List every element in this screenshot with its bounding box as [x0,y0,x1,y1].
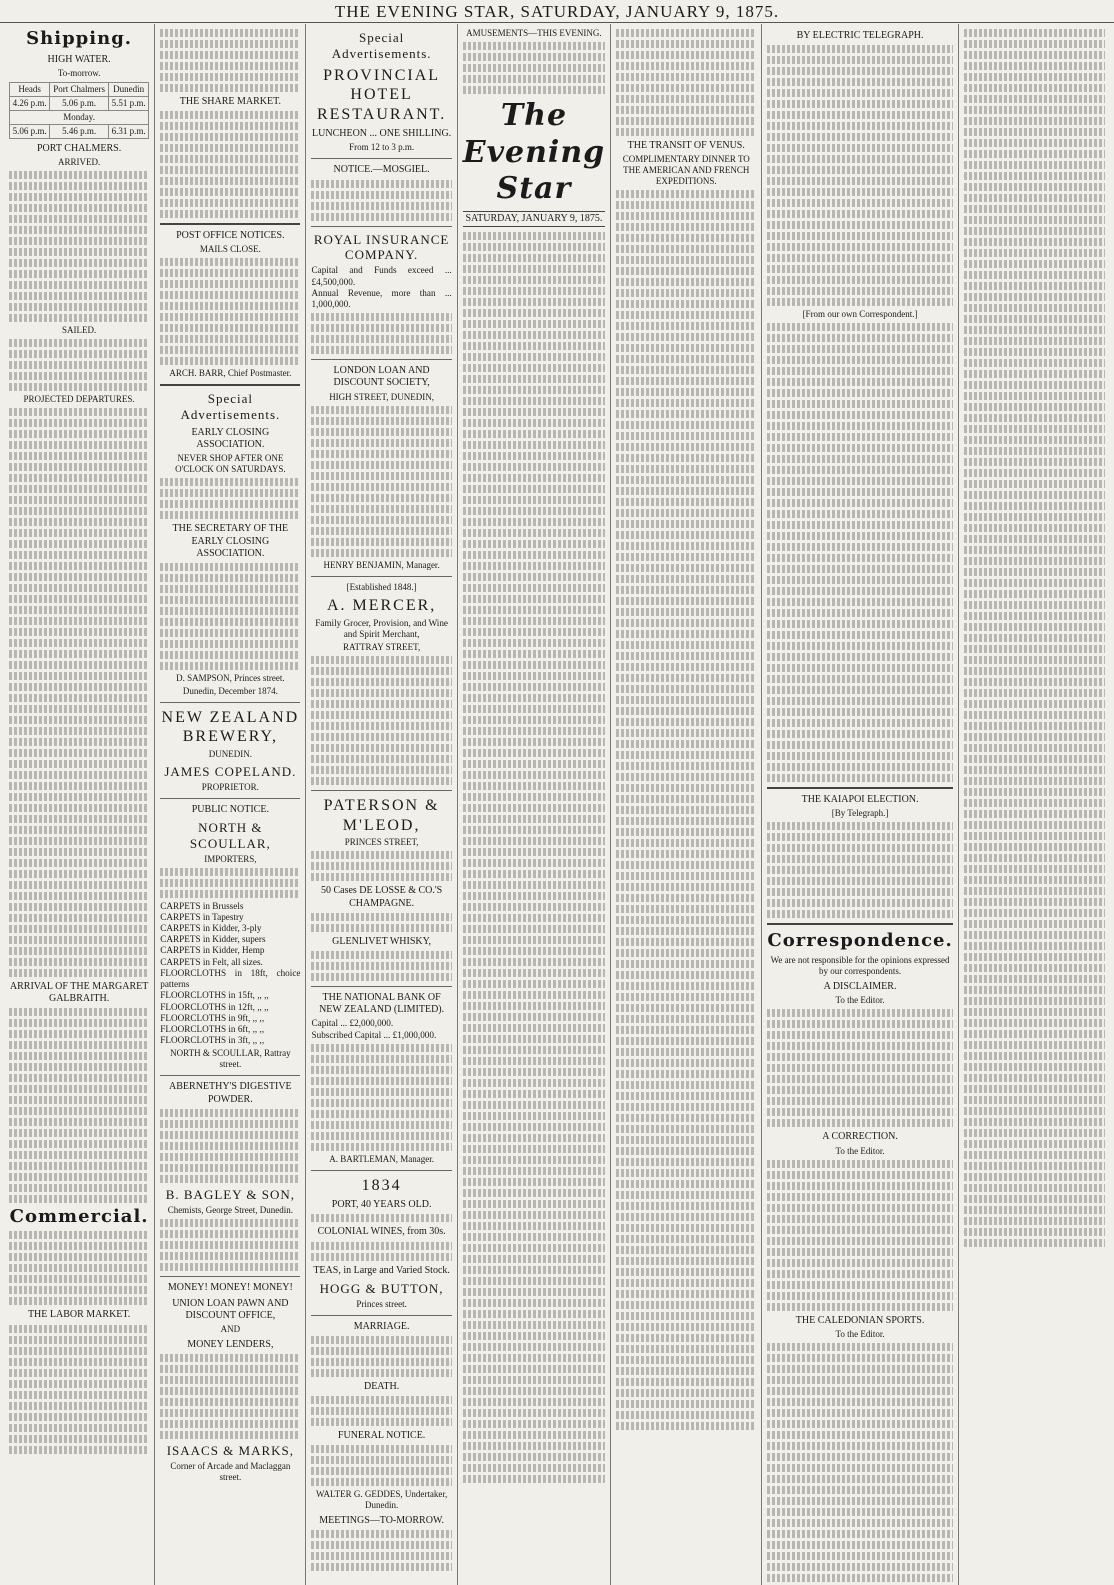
north-signature: NORTH & SCOULLAR, Rattray street. [170,1048,291,1070]
union-loan-heading: UNION LOAN PAWN AND DISCOUNT OFFICE, [172,1297,289,1321]
page-masthead [0,0,1114,23]
teas-line: TEAS, in Large and Varied Stock. [313,1264,450,1276]
brewery-ad-title: NEW ZEALAND BREWERY, [161,708,300,746]
paterson-name: PATERSON & M'LEOD, [323,797,440,834]
bagley-subtitle: Chemists, George Street, Dunedin. [167,1204,294,1215]
to-editor-label: To the Editor. [835,995,885,1006]
loan-text-block [311,406,451,557]
commercial-heading: Commercial. [9,1206,149,1228]
tide-cell: 5.46 p.m. [50,125,109,139]
port-wine-line: PORT, 40 YEARS OLD. [331,1199,432,1211]
provincial-hotel-title: PROVINCIAL HOTEL RESTAURANT. [316,66,447,123]
tide-cell: 5.06 p.m. [50,97,109,111]
electric-telegraph-heading: BY ELECTRIC TELEGRAPH. [796,30,924,41]
disclaimer-heading: A DISCLAIMER. [823,981,897,993]
tide-header: Port Chalmers [50,83,109,97]
post-office-heading: POST OFFICE NOTICES. [176,230,285,242]
tide-cell: 6.31 p.m. [108,125,148,139]
money-heading: MONEY! MONEY! MONEY! [167,1281,293,1293]
isaacs-subtitle: Corner of Arcade and Maclaggan street. [170,1461,291,1483]
complimentary-dinner-subheading: COMPLIMENTARY DINNER TO THE AMERICAN AND FRENCH EXPEDITIONS. [622,154,750,187]
departures-label: PROJECTED DEPARTURES. [23,394,135,405]
telegraph-text-block [767,45,952,306]
bagley-name: B. BAGLEY & SON, [165,1186,295,1202]
column-notices [155,24,306,1585]
funeral-heading: FUNERAL NOTICE. [337,1430,426,1442]
importers-label: IMPORTERS, [204,853,257,864]
luncheon-hours: From 12 to 3 p.m. [349,142,415,153]
meetings-text-block [311,1530,451,1571]
mercer-text-block [311,656,451,785]
brewery-place: DUNEDIN. [208,748,252,759]
kaiapoi-text-block [767,822,952,918]
whisky-line: GLENLIVET WHISKY, [332,935,432,947]
sailed-text-block [9,339,149,391]
correction-text-block [767,1160,952,1311]
luncheon-line: LUNCHEON ... ONE SHILLING. [312,128,452,140]
labor-continued-block [160,29,300,92]
tide-table [9,82,149,139]
departures-text-block [9,408,149,977]
royal-text-block [311,313,451,354]
london-loan-title: LONDON LOAN AND DISCOUNT SOCIETY, [333,365,430,389]
bagley-text-block [160,1219,300,1271]
post-text-block [160,258,300,365]
column-editorial [458,24,611,1585]
editorial-continued-block [616,29,756,136]
amusements-text-block [463,42,605,94]
sampson-signature: D. SAMPSON, Princes street. [176,672,285,683]
sailed-label: SAILED. [61,325,97,336]
and-label: AND [220,1324,241,1335]
tide-header: Dunedin [108,83,148,97]
tide-header: Heads [10,83,50,97]
monday-label: Monday. [10,111,149,125]
champagne-line: 50 Cases DE LOSSE & CO.'S CHAMPAGNE. [320,885,443,909]
carpets-list [160,901,300,968]
bank-subscribed: Subscribed Capital ... £1,000,000. [311,1029,437,1040]
by-telegraph-label: [By Telegraph.] [831,808,889,819]
transit-venus-heading: THE TRANSIT OF VENUS. [627,140,745,151]
bank-capital: Capital ... £2,000,000. [311,1018,394,1029]
princes-label: PRINCES STREET, [344,837,419,848]
labor-market-heading: THE LABOR MARKET. [27,1309,131,1321]
hogg-button-name: HOGG & BUTTON, [319,1280,444,1296]
never-shop-line: NEVER SHOP AFTER ONE O'CLOCK ON SATURDAYS. [175,453,286,475]
mosgiel-notice: NOTICE.—MOSGIEL. [333,164,430,176]
public-notice-heading: PUBLIC NOTICE. [191,803,269,815]
list-item: FLOORCLOTHS in 3ft, ,, ,, [160,1035,265,1046]
list-item: CARPETS in Tapestry [160,911,244,922]
arrival-margaret-heading: ARRIVAL OF THE MARGARET GALBRAITH. [9,981,149,1005]
tide-header-row [10,83,149,97]
caledonian-heading: THE CALEDONIAN SPORTS. [795,1314,925,1326]
mercer-name: A. MERCER, [326,597,437,615]
special-ads-heading: Special Advertisements. [331,30,432,61]
secretary-heading: THE SECRETARY OF THE EARLY CLOSING ASSOCIATION. [172,523,289,559]
north-scoullar-title: NORTH & SCOULLAR, [189,819,271,851]
mosgiel-text-block [311,180,451,221]
wine-text-block-2 [311,1242,451,1261]
rattray-label: RATTRAY STREET, [343,642,421,653]
tomorrow-label: To-morrow. [57,68,101,79]
tide-cell: 5.51 p.m. [108,97,148,111]
marriage-heading: MARRIAGE. [353,1320,410,1332]
list-item: FLOORCLOTHS in 6ft, ,, ,, [160,1023,265,1034]
wine-text-block [311,1214,451,1222]
shipping-heading: Shipping. [26,28,133,49]
to-editor-label-3: To the Editor. [835,1328,885,1339]
meetings-heading: MEETINGS—TO-MORROW. [319,1515,444,1527]
national-bank-title: THE NATIONAL BANK OF NEW ZEALAND (LIMITED). [319,991,445,1016]
arrivals-text-block [9,171,149,322]
caledonian-text-block [767,1343,952,1582]
geddes-signature: WALTER G. GEDDES, Undertaker, Dunedin. [315,1489,448,1511]
mercer-subtitle: Family Grocer, Provision, and Wine and Spirit Merchant, [315,618,449,640]
high-street-label: HIGH STREET, DUNEDIN, [329,391,435,402]
disclaimer-note: We are not responsible for the opinions expressed by our correspondents. [770,955,950,977]
mails-close-label: MAILS CLOSE. [199,244,261,255]
death-text-block [311,1396,451,1426]
funeral-text-block [311,1445,451,1486]
list-item: FLOORCLOTHS in 9ft, ,, ,, [160,1012,265,1023]
list-item: FLOORCLOTHS in 18ft, choice patterns [160,967,301,990]
postmaster-signature: ARCH. BARR, Chief Postmaster. [169,368,292,379]
list-item: CARPETS in Brussels [160,900,244,911]
correspondence-heading: Correspondence. [767,930,953,952]
list-item: FLOORCLOTHS in 15ft, ,, ,, [160,990,269,1001]
royal-insurance-title: ROYAL INSURANCE COMPANY. [313,231,450,263]
colonial-wines-line: COLONIAL WINES, from 30s. [317,1226,446,1238]
north-text-block [160,868,300,898]
column-telegraph-correspondence [762,24,958,1585]
disclaimer-text-block [767,1009,952,1127]
hogg-subtitle: Princes street. [356,1298,407,1309]
paterson-text-block [311,851,451,881]
list-item: CARPETS in Felt, all sizes. [160,956,263,967]
copeland-name: JAMES COPELAND. [164,763,297,779]
masthead-text: THE EVENING STAR, SATURDAY, JANUARY 9, 1875. [334,2,780,21]
established-label: [Established 1848.] [346,581,417,592]
to-editor-label-2: To the Editor. [835,1145,885,1156]
proprietor-label: PROPRIETOR. [201,781,259,792]
list-item: CARPETS in Kidder, Hemp [160,945,265,956]
dunedin-date: Dunedin, December 1874. [182,685,278,696]
isaacs-marks-name: ISAACS & MARKS, [166,1443,295,1459]
tide-row [10,125,149,139]
tide-cell: 4.26 p.m. [10,97,50,111]
year-label: 1834 [361,1176,402,1194]
list-item: FLOORCLOTHS in 12ft, ,, ,, [160,1001,269,1012]
column-transit-article [611,24,762,1585]
tide-row [10,97,149,111]
correction-heading: A CORRECTION. [822,1131,898,1143]
arrived-label: ARRIVED. [57,157,101,168]
special-ads-heading: Special Advertisements. [180,391,281,423]
column-advertisements [306,24,457,1585]
commercial-text-block [9,1231,149,1305]
abernethy-heading: ABERNETHY'S DIGESTIVE POWDER. [169,1081,292,1105]
list-item: CARPETS in Kidder, 3-ply [160,922,262,933]
secretary-text-block [160,563,300,670]
bank-text-block [311,1044,451,1151]
column-edge [959,24,1110,1585]
edge-text-block [964,29,1105,1247]
arrival-text-block [9,1008,149,1203]
own-correspondent-label: [From our own Correspondent.] [802,309,918,320]
money-lenders-heading: MONEY LENDERS, [187,1339,274,1351]
benjamin-signature: HENRY BENJAMIN, Manager. [323,559,440,570]
marriage-text-block [311,1336,451,1377]
list-item: CARPETS in Kidder, supers [160,934,266,945]
champagne-text-block [311,913,451,932]
labor-text-block [9,1325,149,1454]
amusements-heading: AMUSEMENTS—THIS EVENING. [466,28,602,38]
share-market-heading: THE SHARE MARKET. [179,96,281,107]
evening-star-title: The Evening Star [462,97,606,207]
correspondent-text-block [767,323,952,782]
column-grid [4,24,1110,1527]
death-heading: DEATH. [363,1380,400,1392]
transit-text-block [616,190,756,1430]
column-shipping [4,24,155,1585]
kaiapoi-election-heading: THE KAIAPOI ELECTION. [801,794,919,806]
royal-capital: Capital and Funds exceed ... £4,500,000. [311,265,452,287]
high-water-heading: HIGH WATER. [47,53,111,65]
editorial-date: SATURDAY, JANUARY 9, 1875. [463,211,605,227]
whisky-text-block [311,951,451,981]
early-closing-ad: EARLY CLOSING ASSOCIATION. [191,427,270,451]
floorcloths-list [160,968,300,1047]
abernethy-text-block [160,1109,300,1183]
royal-income: Annual Revenue, more than ... 1,000,000. [311,287,452,309]
closing-text-block [160,478,300,519]
share-text-block [160,111,300,218]
port-chalmers-heading: PORT CHALMERS. [37,142,122,154]
bartleman-signature: A. BARTLEMAN, Manager. [329,1153,434,1164]
tide-day-row [10,111,149,125]
money-text-block [160,1354,300,1439]
tide-cell: 5.06 p.m. [10,125,50,139]
editorial-text-block [463,232,605,1483]
